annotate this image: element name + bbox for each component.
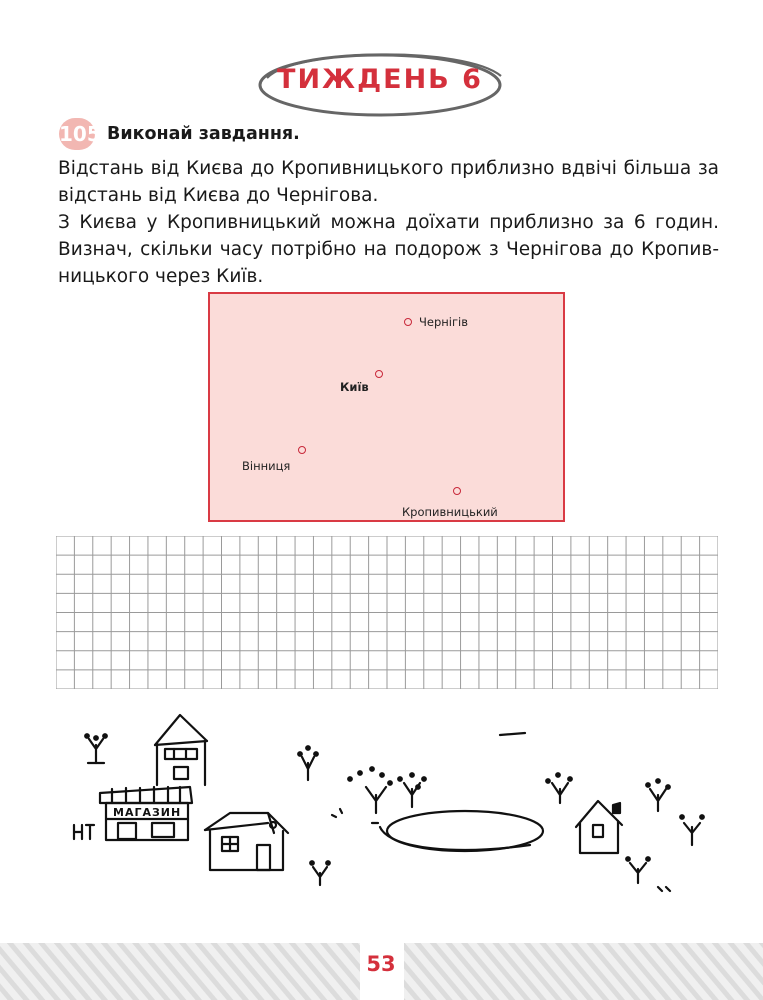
pond-icon	[372, 811, 543, 851]
answer-grid[interactable]	[56, 536, 718, 689]
kyiv-marker	[375, 370, 383, 378]
sprout-icon	[298, 746, 342, 885]
task-heading: Виконай завдання.	[107, 124, 300, 144]
task-paragraph: Відстань від Києва до Кропивницького приблизно вдвічі більша за відстань від Києва до Чернігова.	[58, 158, 719, 206]
task-text	[58, 155, 719, 290]
map	[208, 292, 565, 522]
city-label-kyiv: Київ	[340, 380, 369, 394]
city-label-kropyvnytskyi: Кропивницький	[402, 505, 498, 519]
page-number: 53	[366, 952, 396, 976]
bushes-icon	[348, 733, 525, 813]
right-house-icon	[546, 773, 704, 891]
kropyvnytskyi-marker	[453, 487, 461, 495]
week-title: ТИЖДЕНЬ 6	[277, 64, 483, 95]
village-illustration	[60, 705, 720, 905]
task-number-badge: 105	[59, 118, 95, 150]
house-icon	[205, 813, 288, 870]
city-label-vinnytsia: Вінниця	[242, 459, 291, 473]
task-paragraph: З Києва у Кропивницький можна доїхати приблизно за 6 годин. Визнач, скільки часу потрібно на подорож з Чернігова до Кропивницького через Київ.	[58, 212, 719, 287]
week-banner	[255, 50, 505, 120]
shop-icon	[74, 787, 192, 840]
vinnytsia-marker	[298, 446, 306, 454]
small-tree-icon	[85, 734, 107, 763]
tall-house-icon	[155, 715, 207, 785]
city-label-chernihiv: Чернігів	[419, 315, 468, 329]
shop-sign: МАГАЗИН	[113, 806, 182, 819]
chernihiv-marker	[404, 318, 412, 326]
